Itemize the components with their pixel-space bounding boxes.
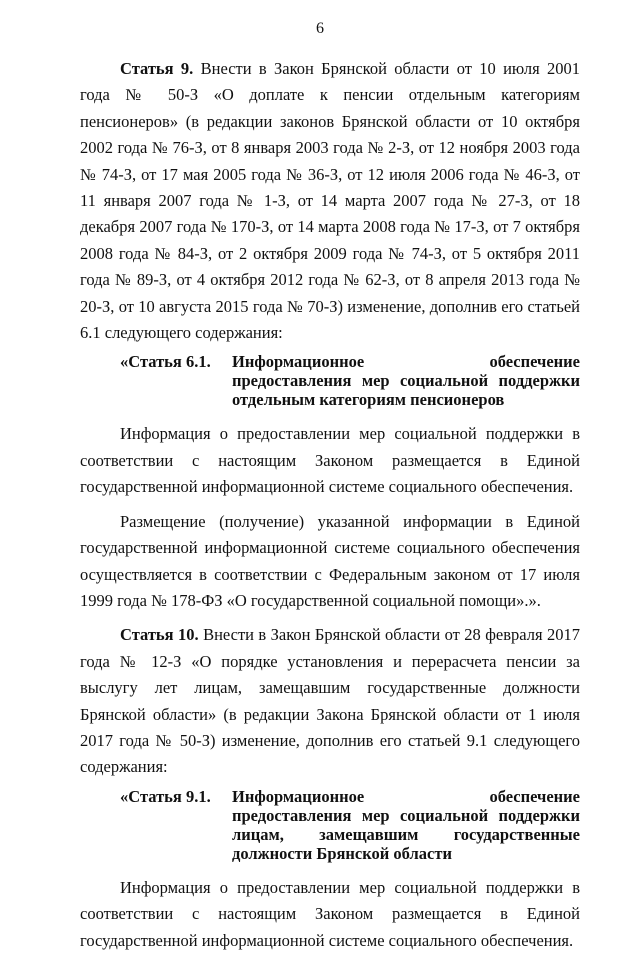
article-9-1-heading xyxy=(80,787,580,863)
article-6-1-paragraph-1: Информация о предоставлении мер социальной поддержки в соответствии с настоящим Законом размещается в Единой государственной информационной системе социального обеспечения. xyxy=(80,424,580,497)
article-9-1-title: Информационное обеспечение предоставления мер социальной поддержки лицам, замещавшим государственные должности Брянской области xyxy=(232,786,580,863)
article-9-paragraph xyxy=(80,56,580,346)
article-6-1-label: «Статья 6.1. xyxy=(120,352,211,372)
article-6-1-paragraph-2: Размещение (получение) указанной информации в Единой государственной информационной системе социального обеспечения осуществляется в соответствии с Федеральным законом от 17 июля 1999 года № 178-ФЗ «О государственной социальной помощи».». xyxy=(80,511,580,610)
spacer xyxy=(80,614,580,622)
article-10-paragraph xyxy=(80,622,580,780)
article-9-text: Внести в Закон Брянской области от 10 июля 2001 года № 50-З «О доплате к пенсии отдельным категориям пенсионеров» (в редакции законов Брянской области от 10 октября 2002 года № 76-З, от 8 января 2003 года № 2-З, от 12 ноября 2003 года № 74-З, от 17 мая 2005 года № 36-З, от 12 июля 2006 года № 46-З, от 11 января 2007 года № 1-З, от 14 марта 2007 года № 27-З, от 18 декабря 2007 года № 170-З, от 14 марта 2008 года № 17-З, от 7 октября 2008 года № 84-З, от 2 октября 2009 года № 74-З, от 5 октября 2011 года № 89-З, от 4 октября 2012 года № 62-З, от 8 апреля 2013 года № 20-З, от 10 августа 2015 года № 70-З) изменение, дополнив его статьей 6.1 следующего содержания: xyxy=(80,59,580,343)
article-9-1-paragraph-1: Информация о предоставлении мер социальной поддержки в соответствии с настоящим Законом размещается в Единой государственной информационной системе социального обеспечения. xyxy=(80,877,580,950)
article-6-1-heading xyxy=(80,352,580,409)
article-9-lead: Статья 9. xyxy=(120,59,194,78)
article-10-lead: Статья 10. xyxy=(120,625,199,645)
article-10-text: Внести в Закон Брянской области от 28 февраля 2017 года № 12-З «О порядке установления и перерасчета пенсии за выслугу лет лицам, замещавшим государственные должности Брянской области» (в редакции Закона Брянской области от 1 июля 2017 года № 50-З) изменение, дополнив его статьей 9.1 следующего содержания: xyxy=(80,625,580,777)
document-body xyxy=(80,56,580,954)
spacer xyxy=(80,501,580,509)
article-6-1-title: Информационное обеспечение предоставления мер социальной поддержки отдельным категориям пенсионеров xyxy=(232,352,580,410)
page-number: 6 xyxy=(316,20,324,37)
article-9-1-label: «Статья 9.1. xyxy=(120,786,211,806)
